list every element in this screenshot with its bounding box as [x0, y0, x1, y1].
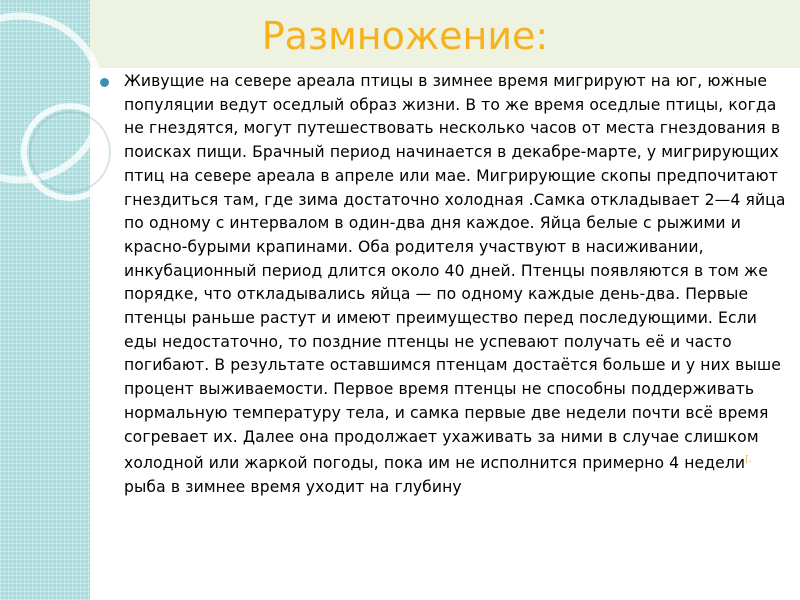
- decorative-sidebar: [0, 0, 90, 600]
- slide-title: Размножение:: [261, 14, 549, 58]
- bullet-icon: [100, 78, 109, 87]
- body-tail-text: рыба в зимнее время уходит на глубину: [124, 478, 462, 497]
- reference-link[interactable]: [.: [745, 455, 752, 466]
- body-text: Живущие на севере ареала птицы в зимнее время мигрируют на юг, южные популяции ведут оседлый образ жизни. В то же время оседлые птицы, когда не гнездятся, могут путешествовать несколько часов от места гнездования в поисках пищи. Брачный период начинается в декабре-марте, у мигрирующих птиц на севере ареала в апреле или мае. Мигрирующие скопы предпочитают гнездиться там, где зима достаточно холодная .Самка откладывает 2—4 яйца по одному с интервалом в один-два дня каждое. Яйца белые с рыжими и красно-бурыми крапинами. Оба родителя участвуют в насиживании, инкубационный период длится около 40 дней. Птенцы появляются в том же порядке, что откладывались яйца — по одному каждые день-два. Первые птенцы раньше растут и имеют преимущество перед последующими. Если еды недостаточно, то поздние птенцы не успевают получать её и часто погибают. В результате оставшимся птенцам достаётся больше и у них выше процент выживаемости. Первое время птенцы не способны поддерживать нормальную температуру тела, и самка первые две недели почти всё время согревает их. Далее она продолжает ухаживать за ними в случае слишком холодной или жаркой погоды, пока им не исполнится примерно 4 недели: [124, 72, 786, 473]
- body-paragraph: [124, 70, 786, 500]
- content-body: [100, 70, 790, 500]
